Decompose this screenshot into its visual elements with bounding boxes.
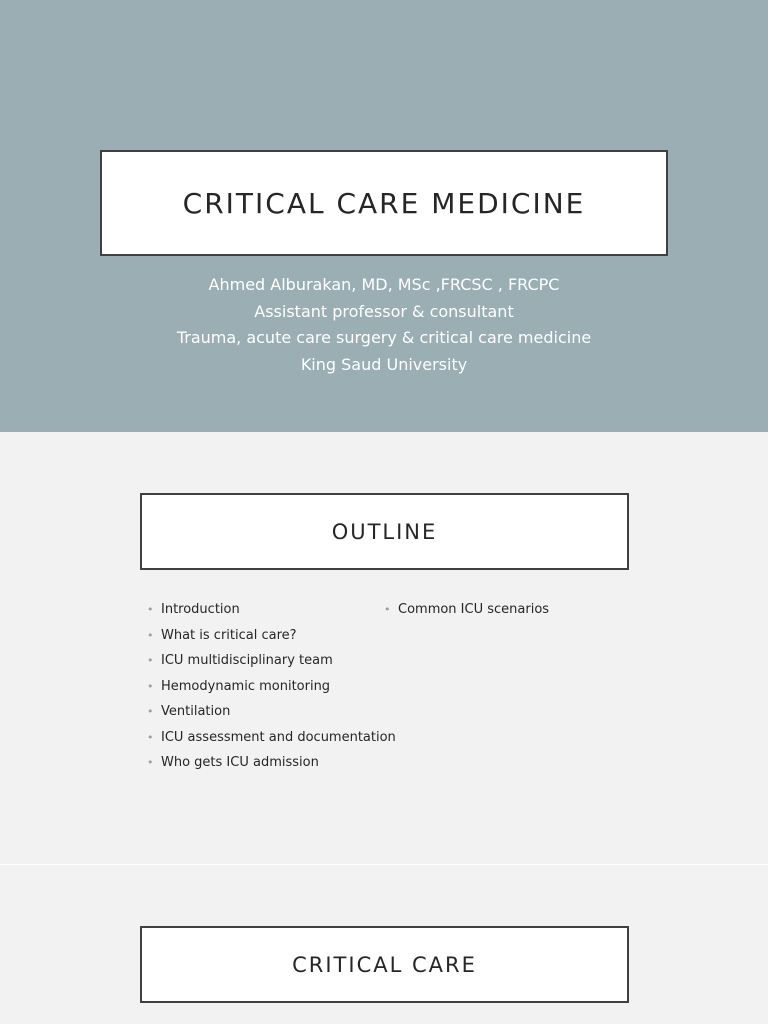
list-item: • Who gets ICU admission: [141, 751, 396, 777]
bullet-icon: •: [384, 603, 391, 616]
bullet-icon: •: [147, 603, 154, 616]
presenter-institution: King Saud University: [300, 354, 468, 374]
list-item: • Introduction: [141, 598, 396, 624]
list-item: • What is critical care?: [141, 624, 396, 650]
section-heading-box: [140, 926, 629, 1003]
bullet-icon: •: [147, 730, 154, 744]
bullet-icon: •: [147, 679, 154, 693]
list-item: • Ventilation: [141, 700, 396, 726]
title-slide: [0, 0, 768, 432]
outline-heading-box: [140, 493, 629, 570]
outline-list-right: [378, 598, 549, 624]
outline-heading: OUTLINE: [331, 519, 438, 544]
presenter-info: [0, 272, 768, 378]
presentation-title: CRITICAL CARE MEDICINE: [182, 186, 586, 220]
presenter-role: Assistant professor & consultant: [254, 301, 514, 321]
list-item: • Hemodynamic monitoring: [141, 675, 396, 701]
outline-slide: [0, 432, 768, 864]
bullet-icon: •: [147, 628, 154, 642]
list-item: • ICU assessment and documentation: [141, 726, 396, 752]
outline-list-left: [141, 598, 396, 777]
bullet-icon: •: [147, 654, 154, 667]
list-item: • ICU multidisciplinary team: [141, 649, 396, 675]
presenter-name: Ahmed Alburakan, MD, MSc ,FRCSC , FRCPC: [208, 275, 560, 294]
section-slide: [0, 865, 768, 1024]
title-box: [100, 150, 668, 256]
presenter-specialty: Trauma, acute care surgery & critical care medicine: [176, 328, 592, 347]
list-item: • Common ICU scenarios: [378, 598, 549, 624]
bullet-icon: •: [147, 756, 154, 769]
section-heading: CRITICAL CARE: [292, 952, 477, 977]
bullet-icon: •: [147, 705, 154, 718]
